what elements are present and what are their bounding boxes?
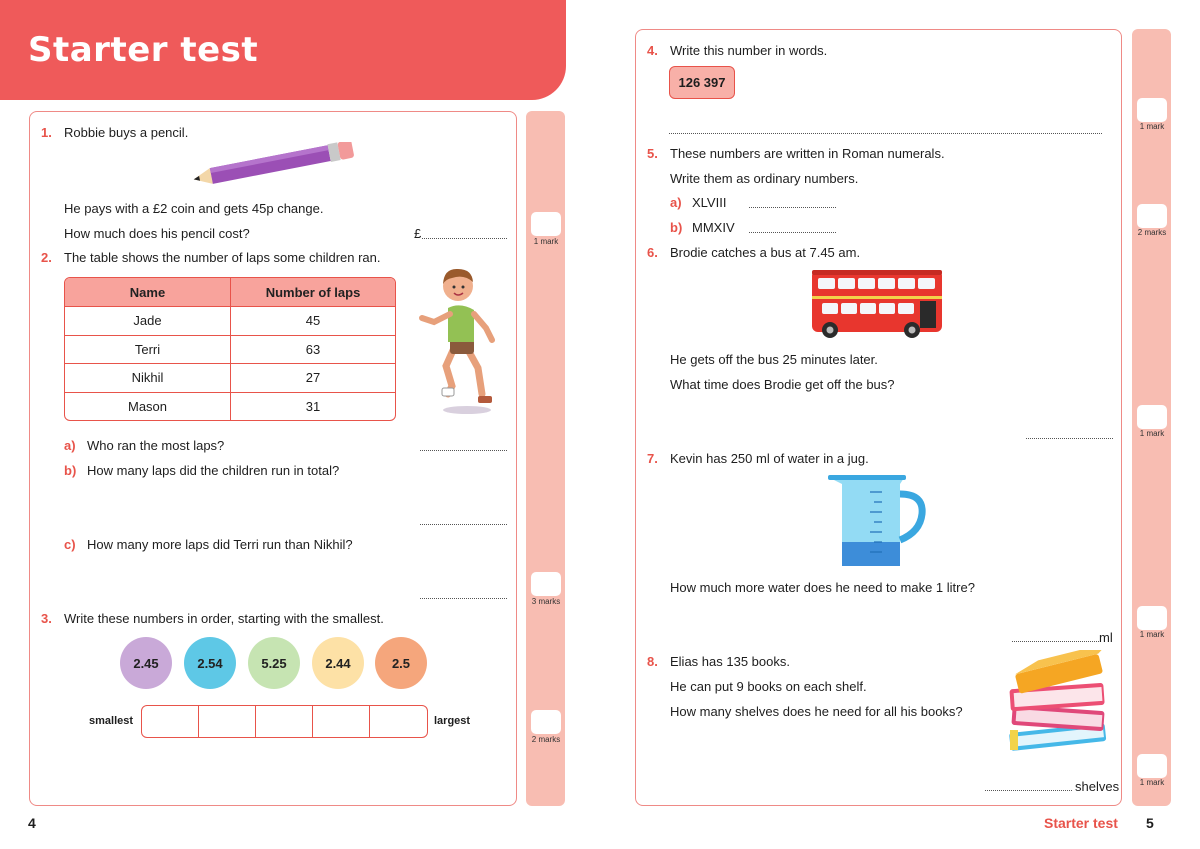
table-cell: 31 — [231, 392, 395, 421]
q8-text: Elias has 135 books. — [670, 654, 790, 669]
mark-label: 1 mark — [1139, 122, 1165, 131]
books-stack-image — [1002, 650, 1114, 760]
largest-label: largest — [434, 715, 471, 727]
page-title: Starter test — [28, 30, 259, 70]
number-circle: 2.54 — [184, 637, 236, 689]
mark-label: 1 mark — [533, 237, 559, 246]
mark-box[interactable] — [531, 212, 561, 236]
table-cell: 27 — [231, 363, 395, 392]
mark-label: 1 mark — [1139, 630, 1165, 639]
q2a-answer-line[interactable] — [420, 441, 507, 451]
q1-line2: He pays with a £2 coin and gets 45p change. — [64, 201, 324, 216]
left-page-number: 4 — [28, 815, 36, 831]
table-cell: Terri — [65, 335, 231, 364]
q5-text: These numbers are written in Roman numerals. — [670, 146, 945, 161]
answer-box[interactable] — [313, 706, 370, 737]
q2b-label: b) — [64, 463, 77, 478]
mark-box[interactable] — [1137, 405, 1167, 429]
q2-text: The table shows the number of laps some children ran. — [64, 250, 381, 265]
q8-line3: How many shelves does he need for all his books? — [670, 704, 963, 719]
q6-text: Brodie catches a bus at 7.45 am. — [670, 245, 861, 260]
q8-answer-suffix: shelves — [1075, 779, 1120, 794]
table-row — [65, 335, 395, 364]
answer-box[interactable] — [370, 706, 427, 737]
number-circle: 2.5 — [375, 637, 427, 689]
table-cell: Mason — [65, 392, 231, 421]
q2c-label: c) — [64, 537, 76, 552]
order-answer-boxes — [141, 705, 428, 738]
q5b-label: b) — [670, 220, 683, 235]
q2c-text: How many more laps did Terri run than Nikhil? — [87, 537, 353, 552]
q6-line2: He gets off the bus 25 minutes later. — [670, 352, 878, 367]
mark-label: 3 marks — [531, 597, 561, 606]
table-cell: 63 — [231, 335, 395, 364]
q8-number: 8. — [647, 654, 658, 669]
q3-number: 3. — [41, 611, 52, 626]
table-cell: Nikhil — [65, 363, 231, 392]
answer-box[interactable] — [256, 706, 313, 737]
q5b-answer-line[interactable] — [749, 223, 836, 233]
mark-box[interactable] — [531, 710, 561, 734]
q4-text: Write this number in words. — [670, 43, 828, 58]
q4-answer-line[interactable] — [669, 124, 1102, 134]
q5a-answer-line[interactable] — [749, 198, 836, 208]
answer-box[interactable] — [199, 706, 256, 737]
table-header-row — [65, 278, 395, 306]
number-circle: 2.44 — [312, 637, 364, 689]
number-circle: 5.25 — [248, 637, 300, 689]
q4-number: 4. — [647, 43, 658, 58]
q1-answer-prefix: £ — [414, 226, 422, 241]
q2a-label: a) — [64, 438, 76, 453]
mark-label: 1 mark — [1139, 429, 1165, 438]
right-page-number: 5 — [1146, 815, 1154, 831]
q6-line3: What time does Brodie get off the bus? — [670, 377, 895, 392]
q7-text: Kevin has 250 ml of water in a jug. — [670, 451, 869, 466]
q8-line2: He can put 9 books on each shelf. — [670, 679, 867, 694]
mark-box[interactable] — [1137, 204, 1167, 228]
pencil-image — [188, 142, 358, 184]
q7-line2: How much more water does he need to make 1 litre? — [670, 580, 975, 595]
table-cell: 45 — [231, 306, 395, 335]
number-to-write-box: 126 397 — [669, 66, 735, 99]
q2b-answer-line[interactable] — [420, 515, 507, 525]
mark-box[interactable] — [1137, 754, 1167, 778]
q5a-label: a) — [670, 195, 682, 210]
mark-box[interactable] — [1137, 98, 1167, 122]
q6-answer-line[interactable] — [1026, 429, 1113, 439]
number-circle: 2.45 — [120, 637, 172, 689]
q7-number: 7. — [647, 451, 658, 466]
mark-label: 1 mark — [1139, 778, 1165, 787]
q2a-text: Who ran the most laps? — [87, 438, 225, 453]
q8-answer-line[interactable] — [985, 781, 1072, 791]
smallest-label: smallest — [89, 715, 134, 727]
table-cell: Jade — [65, 306, 231, 335]
table-row — [65, 392, 395, 421]
mark-label: 2 marks — [1137, 228, 1167, 237]
q7-answer-line[interactable] — [1012, 632, 1099, 642]
table-row — [65, 306, 395, 335]
running-boy-image — [412, 262, 502, 418]
q3-text: Write these numbers in order, starting with the smallest. — [64, 611, 384, 626]
table-row — [65, 363, 395, 392]
q2-number: 2. — [41, 250, 52, 265]
q1-text: Robbie buys a pencil. — [64, 125, 189, 140]
measuring-jug-image — [826, 472, 928, 570]
q1-number: 1. — [41, 125, 52, 140]
q5b-text: MMXIV — [692, 220, 735, 235]
q2c-answer-line[interactable] — [420, 589, 507, 599]
mark-box[interactable] — [531, 572, 561, 596]
bus-image — [808, 266, 946, 340]
answer-box[interactable] — [142, 706, 199, 737]
footer-title: Starter test — [1044, 815, 1118, 831]
column-header: Name — [65, 278, 231, 306]
laps-table — [64, 277, 396, 421]
q6-number: 6. — [647, 245, 658, 260]
q1-answer-line[interactable] — [422, 229, 507, 239]
q7-answer-suffix: ml — [1099, 630, 1113, 645]
mark-label: 2 marks — [531, 735, 561, 744]
q1-line3: How much does his pencil cost? — [64, 226, 250, 241]
q5-number: 5. — [647, 146, 658, 161]
mark-box[interactable] — [1137, 606, 1167, 630]
q5a-text: XLVIII — [692, 195, 727, 210]
column-header: Number of laps — [231, 278, 395, 306]
q5-line2: Write them as ordinary numbers. — [670, 171, 859, 186]
q2b-text: How many laps did the children run in total? — [87, 463, 340, 478]
